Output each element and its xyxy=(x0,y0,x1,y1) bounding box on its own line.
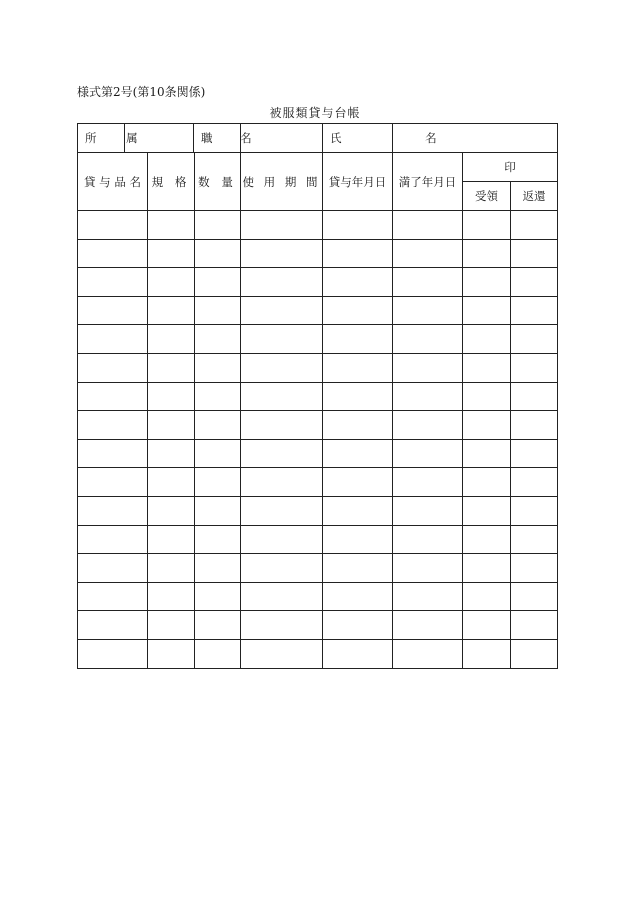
cell-returned-seal[interactable] xyxy=(511,382,558,411)
cell-end-date[interactable] xyxy=(393,582,463,611)
cell-end-date[interactable] xyxy=(393,268,463,297)
cell-spec[interactable] xyxy=(148,353,195,382)
cell-loan-date[interactable] xyxy=(323,525,393,554)
cell-returned-seal[interactable] xyxy=(511,353,558,382)
cell-spec[interactable] xyxy=(148,554,195,583)
cell-received-seal[interactable] xyxy=(463,439,511,468)
cell-end-date[interactable] xyxy=(393,468,463,497)
cell-returned-seal[interactable] xyxy=(511,211,558,240)
table-row xyxy=(78,211,558,240)
cell-received-seal[interactable] xyxy=(463,496,511,525)
cell-received-seal[interactable] xyxy=(463,468,511,497)
col-received: 受領 xyxy=(463,182,511,211)
cell-returned-seal[interactable] xyxy=(511,582,558,611)
cell-period[interactable] xyxy=(241,382,323,411)
cell-period[interactable] xyxy=(241,611,323,640)
cell-period[interactable] xyxy=(241,554,323,583)
cell-spec[interactable] xyxy=(148,296,195,325)
cell-loan-date[interactable] xyxy=(323,353,393,382)
cell-quantity[interactable] xyxy=(195,582,241,611)
cell-received-seal[interactable] xyxy=(463,268,511,297)
cell-period[interactable] xyxy=(241,239,323,268)
info-row xyxy=(78,124,558,153)
cell-quantity[interactable] xyxy=(195,296,241,325)
cell-spec[interactable] xyxy=(148,239,195,268)
cell-spec[interactable] xyxy=(148,611,195,640)
cell-quantity[interactable] xyxy=(195,611,241,640)
cell-loan-date[interactable] xyxy=(323,468,393,497)
cell-loan-date[interactable] xyxy=(323,611,393,640)
cell-quantity[interactable] xyxy=(195,439,241,468)
cell-end-date[interactable] xyxy=(393,239,463,268)
table-row xyxy=(78,554,558,583)
cell-end-date[interactable] xyxy=(393,639,463,668)
cell-loan-date[interactable] xyxy=(323,411,393,440)
cell-item-name[interactable] xyxy=(78,353,148,382)
cell-received-seal[interactable] xyxy=(463,239,511,268)
col-returned: 返還 xyxy=(511,182,558,211)
cell-end-date[interactable] xyxy=(393,211,463,240)
table-row xyxy=(78,268,558,297)
cell-received-seal[interactable] xyxy=(463,325,511,354)
cell-quantity[interactable] xyxy=(195,639,241,668)
cell-end-date[interactable] xyxy=(393,439,463,468)
cell-received-seal[interactable] xyxy=(463,525,511,554)
cell-spec[interactable] xyxy=(148,582,195,611)
cell-item-name[interactable] xyxy=(78,639,148,668)
cell-received-seal[interactable] xyxy=(463,611,511,640)
table-row xyxy=(78,382,558,411)
info-table xyxy=(77,123,558,153)
cell-spec[interactable] xyxy=(148,325,195,354)
cell-spec[interactable] xyxy=(148,439,195,468)
cell-item-name[interactable] xyxy=(78,211,148,240)
cell-returned-seal[interactable] xyxy=(511,439,558,468)
table-row xyxy=(78,296,558,325)
cell-end-date[interactable] xyxy=(393,554,463,583)
cell-quantity[interactable] xyxy=(195,211,241,240)
cell-quantity[interactable] xyxy=(195,353,241,382)
col-loan-date: 貸与年月日 xyxy=(323,153,393,211)
cell-period[interactable] xyxy=(241,325,323,354)
cell-item-name[interactable] xyxy=(78,496,148,525)
cell-period[interactable] xyxy=(241,639,323,668)
cell-quantity[interactable] xyxy=(195,496,241,525)
cell-loan-date[interactable] xyxy=(323,239,393,268)
header-row xyxy=(78,153,558,182)
cell-end-date[interactable] xyxy=(393,353,463,382)
cell-quantity[interactable] xyxy=(195,468,241,497)
cell-item-name[interactable] xyxy=(78,525,148,554)
cell-returned-seal[interactable] xyxy=(511,468,558,497)
cell-period[interactable] xyxy=(241,353,323,382)
cell-loan-date[interactable] xyxy=(323,554,393,583)
cell-item-name[interactable] xyxy=(78,468,148,497)
affiliation-label: 所 属 xyxy=(78,124,125,153)
cell-period[interactable] xyxy=(241,582,323,611)
cell-loan-date[interactable] xyxy=(323,582,393,611)
cell-loan-date[interactable] xyxy=(323,325,393,354)
cell-period[interactable] xyxy=(241,525,323,554)
cell-item-name[interactable] xyxy=(78,382,148,411)
cell-period[interactable] xyxy=(241,468,323,497)
cell-loan-date[interactable] xyxy=(323,211,393,240)
cell-returned-seal[interactable] xyxy=(511,411,558,440)
table-row xyxy=(78,525,558,554)
cell-received-seal[interactable] xyxy=(463,211,511,240)
cell-loan-date[interactable] xyxy=(323,439,393,468)
cell-received-seal[interactable] xyxy=(463,554,511,583)
table-row xyxy=(78,639,558,668)
cell-spec[interactable] xyxy=(148,496,195,525)
col-spec: 規 格 xyxy=(148,153,195,211)
cell-received-seal[interactable] xyxy=(463,411,511,440)
cell-period[interactable] xyxy=(241,268,323,297)
cell-item-name[interactable] xyxy=(78,296,148,325)
cell-quantity[interactable] xyxy=(195,382,241,411)
cell-quantity[interactable] xyxy=(195,268,241,297)
table-row xyxy=(78,611,558,640)
table-row xyxy=(78,468,558,497)
table-row xyxy=(78,239,558,268)
cell-returned-seal[interactable] xyxy=(511,525,558,554)
cell-quantity[interactable] xyxy=(195,554,241,583)
cell-spec[interactable] xyxy=(148,525,195,554)
cell-loan-date[interactable] xyxy=(323,296,393,325)
cell-returned-seal[interactable] xyxy=(511,554,558,583)
cell-period[interactable] xyxy=(241,496,323,525)
cell-received-seal[interactable] xyxy=(463,353,511,382)
cell-spec[interactable] xyxy=(148,382,195,411)
col-item-name: 貸 与 品 名 xyxy=(78,153,148,211)
cell-end-date[interactable] xyxy=(393,325,463,354)
col-period: 使 用 期 間 xyxy=(241,153,323,211)
cell-item-name[interactable] xyxy=(78,268,148,297)
cell-returned-seal[interactable] xyxy=(511,496,558,525)
document-title: 被服類貸与台帳 xyxy=(269,106,361,120)
ledger-form xyxy=(77,123,557,669)
cell-received-seal[interactable] xyxy=(463,639,511,668)
col-end-date: 満了年月日 xyxy=(393,153,463,211)
cell-item-name[interactable] xyxy=(78,325,148,354)
cell-end-date[interactable] xyxy=(393,525,463,554)
table-row xyxy=(78,325,558,354)
name-label: 氏 名 xyxy=(323,124,393,153)
cell-quantity[interactable] xyxy=(195,239,241,268)
cell-loan-date[interactable] xyxy=(323,382,393,411)
cell-quantity[interactable] xyxy=(195,525,241,554)
cell-period[interactable] xyxy=(241,296,323,325)
table-row xyxy=(78,496,558,525)
cell-received-seal[interactable] xyxy=(463,296,511,325)
cell-returned-seal[interactable] xyxy=(511,611,558,640)
cell-spec[interactable] xyxy=(148,468,195,497)
cell-item-name[interactable] xyxy=(78,439,148,468)
cell-end-date[interactable] xyxy=(393,611,463,640)
table-row xyxy=(78,353,558,382)
cell-period[interactable] xyxy=(241,411,323,440)
table-row xyxy=(78,411,558,440)
cell-item-name[interactable] xyxy=(78,554,148,583)
table-row xyxy=(78,582,558,611)
col-seal: 印 xyxy=(463,153,558,182)
position-label: 職 名 xyxy=(194,124,241,153)
cell-returned-seal[interactable] xyxy=(511,639,558,668)
cell-returned-seal[interactable] xyxy=(511,325,558,354)
cell-returned-seal[interactable] xyxy=(511,296,558,325)
cell-item-name[interactable] xyxy=(78,239,148,268)
cell-returned-seal[interactable] xyxy=(511,239,558,268)
cell-returned-seal[interactable] xyxy=(511,268,558,297)
cell-end-date[interactable] xyxy=(393,296,463,325)
cell-spec[interactable] xyxy=(148,411,195,440)
col-quantity: 数 量 xyxy=(195,153,241,211)
cell-received-seal[interactable] xyxy=(463,582,511,611)
cell-spec[interactable] xyxy=(148,639,195,668)
cell-end-date[interactable] xyxy=(393,496,463,525)
cell-item-name[interactable] xyxy=(78,582,148,611)
cell-quantity[interactable] xyxy=(195,325,241,354)
ledger-table xyxy=(77,152,558,669)
cell-quantity[interactable] xyxy=(195,411,241,440)
cell-end-date[interactable] xyxy=(393,382,463,411)
form-number: 様式第2号(第10条関係) xyxy=(77,85,206,99)
cell-period[interactable] xyxy=(241,211,323,240)
cell-loan-date[interactable] xyxy=(323,496,393,525)
cell-item-name[interactable] xyxy=(78,611,148,640)
cell-spec[interactable] xyxy=(148,268,195,297)
cell-received-seal[interactable] xyxy=(463,382,511,411)
cell-loan-date[interactable] xyxy=(323,268,393,297)
cell-loan-date[interactable] xyxy=(323,639,393,668)
cell-spec[interactable] xyxy=(148,211,195,240)
cell-item-name[interactable] xyxy=(78,411,148,440)
cell-period[interactable] xyxy=(241,439,323,468)
cell-end-date[interactable] xyxy=(393,411,463,440)
table-row xyxy=(78,439,558,468)
